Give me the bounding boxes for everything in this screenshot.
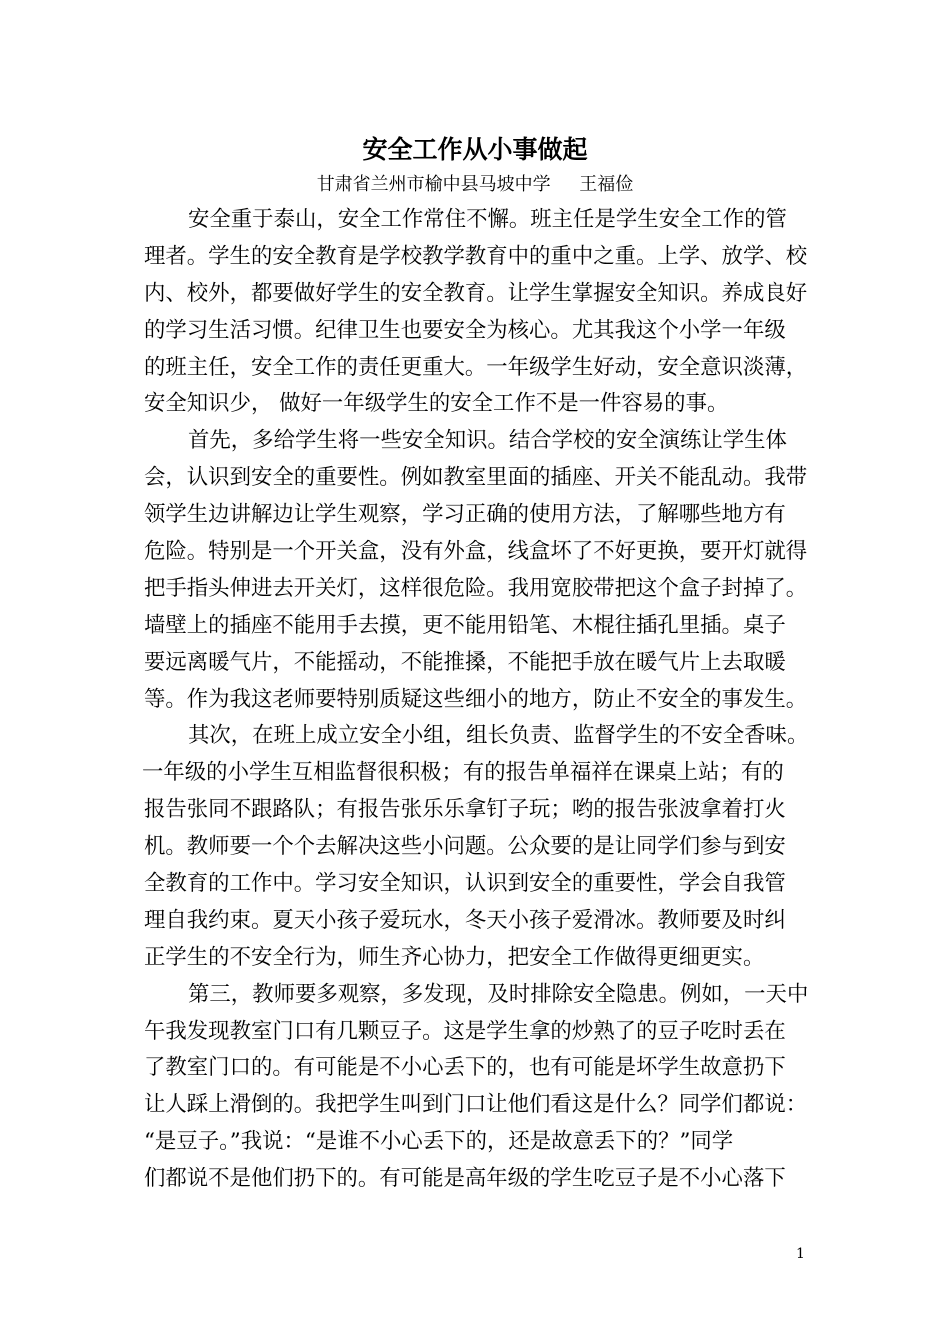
paragraph-4-line: 第三，教师要多观察，多发现，及时排除安全隐患。例如，一天中 bbox=[188, 981, 809, 1007]
paragraph-1-line: 安全知识少， 做好一年级学生的安全工作不是一件容易的事。 bbox=[144, 391, 729, 417]
paragraph-1-line: 安全重于泰山，安全工作常住不懈。班主任是学生安全工作的管 bbox=[188, 207, 787, 232]
paragraph-4-line: 们都说不是他们扔下的。有可能是高年级的学生吃豆子是不小心落下 bbox=[144, 1166, 786, 1192]
paragraph-1-line: 的学习生活习惯。纪律卫生也要安全为核心。尤其我这个小学一年级 bbox=[144, 317, 786, 343]
paragraph-4-line: 了教室门口的。有可能是不小心丢下的，也有可能是坏学生故意扔下 bbox=[144, 1055, 786, 1081]
paragraph-3-line: 其次，在班上成立安全小组，组长负责、监督学生的不安全香味。 bbox=[188, 723, 809, 749]
paragraph-1-line: 内、校外，都要做好学生的安全教育。让学生掌握安全知识。养成良好 bbox=[144, 280, 808, 306]
paragraph-3-line: 一年级的小学生互相监督很积极；有的报告单福祥在课桌上站；有的 bbox=[142, 760, 784, 786]
paragraph-3-line: 机。教师要一个个去解决这些小问题。公众要的是让同学们参与到安 bbox=[144, 834, 786, 860]
paragraph-4-line: “是豆子。”我说：“是谁不小心丢下的，还是故意丢下的？”同学 bbox=[144, 1129, 734, 1155]
paragraph-3-line: 理自我约束。夏天小孩子爱玩水，冬天小孩子爱滑冰。教师要及时纠 bbox=[144, 907, 786, 933]
body-text bbox=[144, 202, 816, 1198]
paragraph-3-line: 报告张同不跟路队；有报告张乐乐拿钉子玩；哟的报告张波拿着打火 bbox=[144, 797, 786, 823]
paragraph-3-line: 正学生的不安全行为，师生齐心协力，把安全工作做得更细更实。 bbox=[144, 944, 765, 970]
document-title: 安全工作从小事做起 bbox=[362, 135, 588, 164]
paragraph-2-line: 墙壁上的插座不能用手去摸，更不能用铅笔、木棍往插孔里插。桌子 bbox=[144, 612, 786, 638]
paragraph-2-line: 危险。特别是一个开关盒，没有外盒，线盒坏了不好更换，要开灯就得 bbox=[144, 539, 808, 565]
paragraph-2-line: 会，认识到安全的重要性。例如教室里面的插座、开关不能乱动。我带 bbox=[144, 465, 808, 491]
paragraph-3-line: 全教育的工作中。学习安全知识，认识到安全的重要性，学会自我管 bbox=[144, 871, 786, 897]
paragraph-1-line: 理者。学生的安全教育是学校教学教育中的重中之重。上学、放学、校 bbox=[144, 243, 808, 269]
page-number: 1 bbox=[796, 1246, 805, 1262]
paragraph-2-line: 等。作为我这老师要特别质疑这些细小的地方，防止不安全的事发生。 bbox=[144, 686, 808, 712]
paragraph-4-line: 让人踩上滑倒的。我把学生叫到门口让他们看这是什么？同学们都说： bbox=[144, 1092, 808, 1118]
paragraph-2-line: 首先，多给学生将一些安全知识。结合学校的安全演练让学生体 bbox=[188, 428, 787, 454]
paragraph-2-line: 把手指头伸进去开关灯，这样很危险。我用宽胶带把这个盒子封掉了。 bbox=[144, 575, 808, 601]
paragraph-1-line: 的班主任，安全工作的责任更重大。一年级学生好动，安全意识淡薄， bbox=[144, 354, 808, 380]
paragraph-2-line: 要远离暖气片，不能摇动，不能推搡，不能把手放在暖气片上去取暖 bbox=[144, 649, 786, 675]
author-byline: 甘肃省兰州市榆中县马坡中学 王福俭 bbox=[316, 174, 634, 195]
paragraph-2-line: 领学生边讲解边让学生观察，学习正确的使用方法，了解哪些地方有 bbox=[144, 502, 786, 528]
paragraph-4-line: 午我发现教室门口有几颗豆子。这是学生拿的炒熟了的豆子吃时丢在 bbox=[144, 1018, 786, 1044]
